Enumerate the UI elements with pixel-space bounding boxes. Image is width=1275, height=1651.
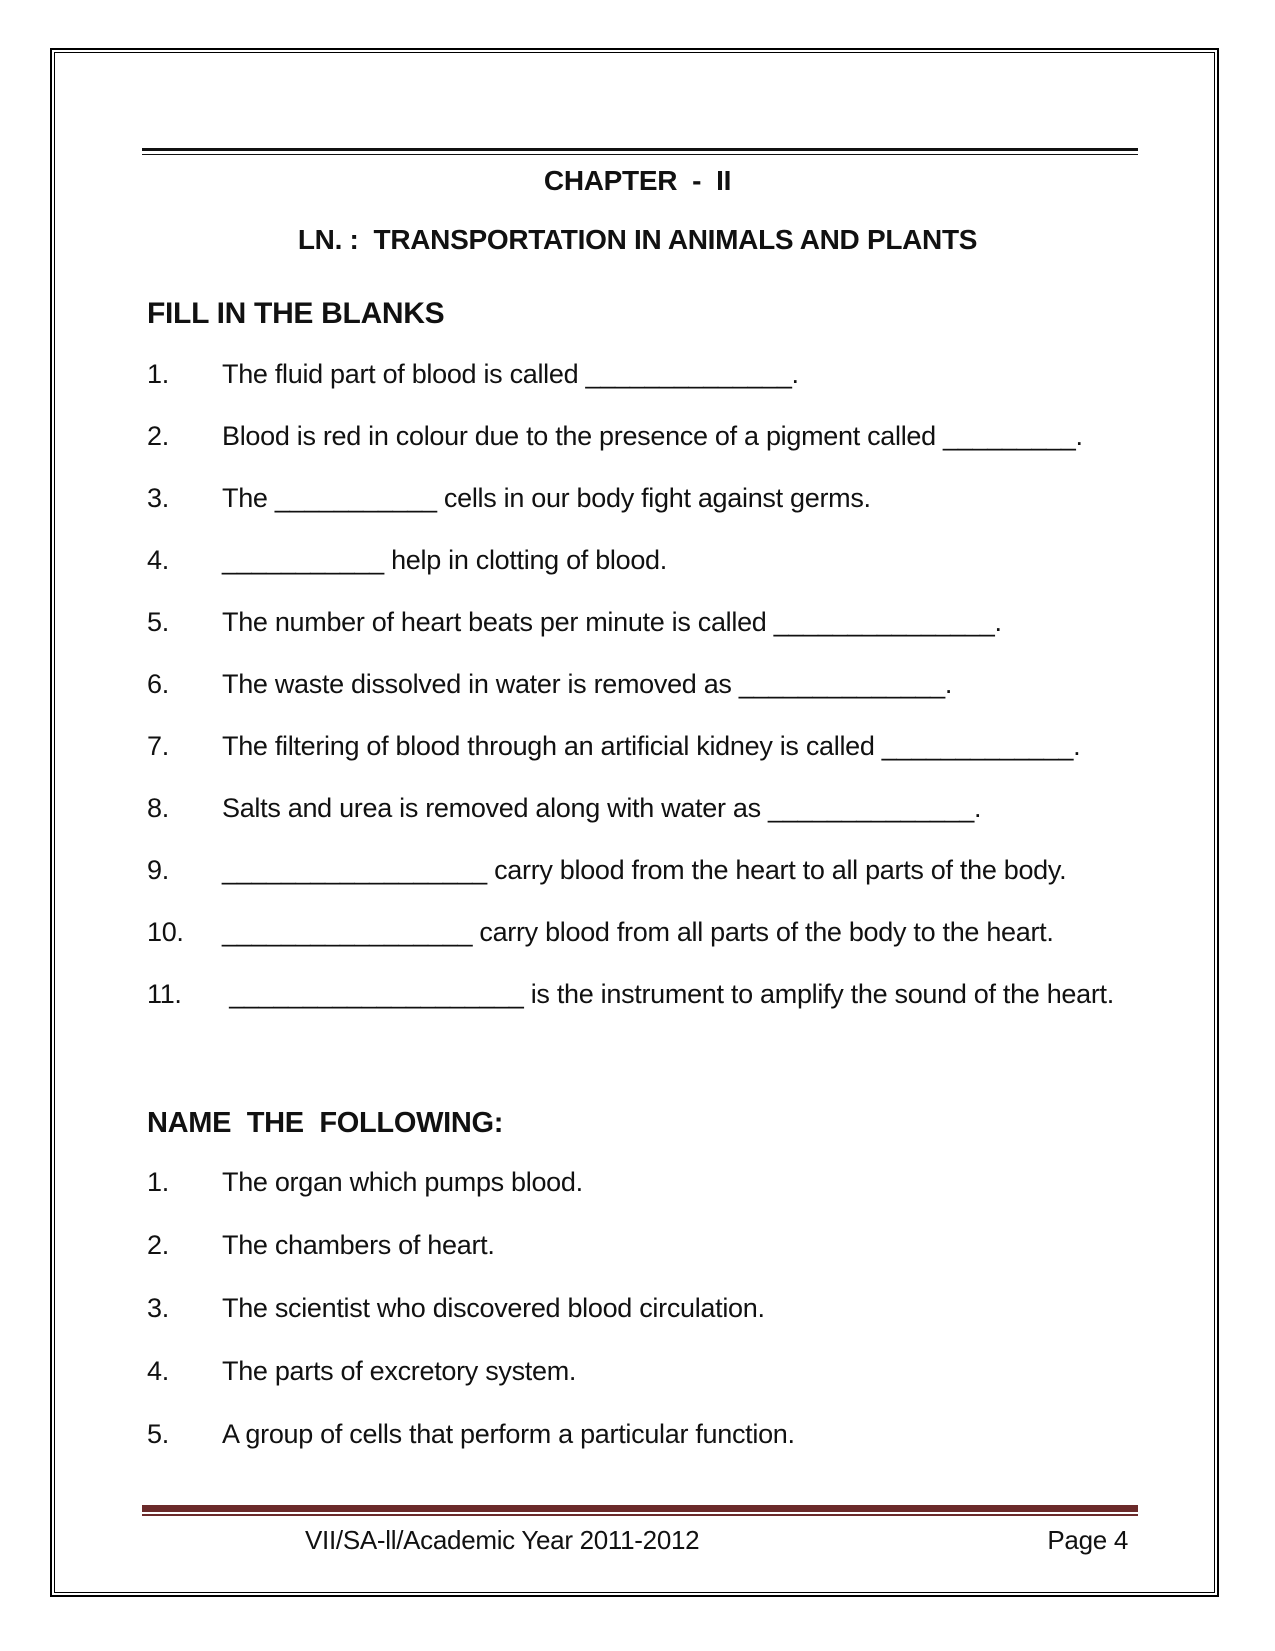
question-text: The filtering of blood through an artificial kidney is called _____________. xyxy=(222,731,1081,762)
question-item xyxy=(147,606,1128,639)
question-number: 3. xyxy=(147,483,169,514)
worksheet-content xyxy=(147,148,1128,1481)
question-item xyxy=(147,1355,1128,1388)
question-text: The ___________ cells in our body fight against germs. xyxy=(222,483,871,514)
question-number: 5. xyxy=(147,607,169,638)
question-item xyxy=(147,482,1128,515)
question-number: 1. xyxy=(147,1167,169,1198)
footer-rule xyxy=(142,1505,1138,1516)
page-footer xyxy=(147,1524,1128,1556)
question-number: 6. xyxy=(147,669,169,700)
question-number: 11. xyxy=(147,979,182,1010)
question-text: __________________ carry blood from the heart to all parts of the body. xyxy=(222,855,1067,886)
question-text: The fluid part of blood is called ______________. xyxy=(222,359,799,390)
question-text: Salts and urea is removed along with water as ______________. xyxy=(222,793,982,824)
question-item xyxy=(147,730,1128,763)
question-text: The number of heart beats per minute is called _______________. xyxy=(222,607,1002,638)
question-text: ___________ help in clotting of blood. xyxy=(222,545,667,576)
question-text: Blood is red in colour due to the presence of a pigment called _________. xyxy=(222,421,1083,452)
question-number: 4. xyxy=(147,545,169,576)
question-item xyxy=(147,916,1128,949)
question-number: 2. xyxy=(147,1230,169,1261)
question-number: 8. xyxy=(147,793,169,824)
question-item xyxy=(147,1166,1128,1199)
question-number: 5. xyxy=(147,1419,169,1450)
question-text: The scientist who discovered blood circulation. xyxy=(222,1293,765,1324)
question-item xyxy=(147,792,1128,825)
question-item xyxy=(147,1292,1128,1325)
question-text: _________________ carry blood from all parts of the body to the heart. xyxy=(222,917,1054,948)
question-item xyxy=(147,854,1128,887)
question-number: 1. xyxy=(147,359,169,390)
question-item xyxy=(147,1229,1128,1262)
question-number: 10. xyxy=(147,917,184,948)
question-number: 4. xyxy=(147,1356,169,1387)
question-text: A group of cells that perform a particular function. xyxy=(222,1419,795,1450)
question-item xyxy=(147,978,1128,1011)
question-item xyxy=(147,358,1128,391)
question-number: 7. xyxy=(147,731,169,762)
question-number: 2. xyxy=(147,421,169,452)
fill-in-the-blanks-list xyxy=(147,358,1128,1011)
question-text: The parts of excretory system. xyxy=(222,1356,577,1387)
header-rule xyxy=(142,148,1138,155)
footer-document-ref: VII/SA-ll/Academic Year 2011-2012 xyxy=(305,1525,700,1555)
question-number: 3. xyxy=(147,1293,169,1324)
question-text: The chambers of heart. xyxy=(222,1230,495,1261)
name-the-following-heading: NAME THE FOLLOWING: xyxy=(147,1107,504,1140)
fill-in-the-blanks-heading: FILL IN THE BLANKS xyxy=(147,297,445,331)
name-the-following-list xyxy=(147,1166,1128,1451)
question-number: 9. xyxy=(147,855,169,886)
question-text: The waste dissolved in water is removed as ______________. xyxy=(222,669,953,700)
question-text: ____________________ is the instrument to amplify the sound of the heart. xyxy=(222,979,1114,1010)
chapter-title: CHAPTER - II xyxy=(543,165,732,196)
lesson-title: LN. : TRANSPORTATION IN ANIMALS AND PLANTS xyxy=(297,223,978,255)
question-item xyxy=(147,420,1128,453)
question-item xyxy=(147,544,1128,577)
footer-page-number: Page 4 xyxy=(1047,1525,1128,1555)
question-item xyxy=(147,668,1128,701)
question-item xyxy=(147,1418,1128,1451)
question-text: The organ which pumps blood. xyxy=(222,1167,583,1198)
